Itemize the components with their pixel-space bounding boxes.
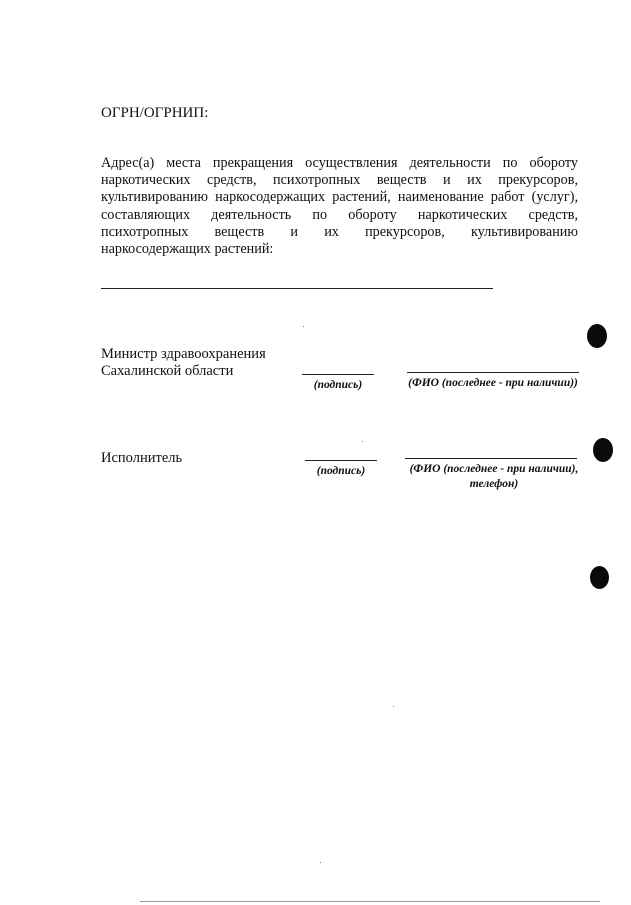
punch-hole-mark xyxy=(593,438,613,462)
scan-bottom-edge xyxy=(140,901,600,902)
minister-signature-caption: (подпись) xyxy=(313,379,363,391)
minister-name-line xyxy=(407,372,579,373)
address-fill-line xyxy=(101,288,493,289)
executor-name-caption-line1: (ФИО (последнее - при наличии), xyxy=(409,463,579,475)
minister-title-line2: Сахалинской области xyxy=(101,363,234,379)
scan-speck xyxy=(303,326,304,327)
executor-label: Исполнитель xyxy=(101,450,183,466)
executor-signature-caption: (подпись) xyxy=(316,465,366,477)
minister-name-caption: (ФИО (последнее - при наличии)) xyxy=(408,377,578,389)
ogrn-label: ОГРН/ОГРНИП: xyxy=(101,105,209,121)
punch-hole-mark xyxy=(590,566,609,589)
scan-speck xyxy=(320,862,321,863)
executor-signature-line xyxy=(305,460,377,461)
minister-signature-line xyxy=(302,374,374,375)
scan-speck xyxy=(362,441,363,442)
scan-speck xyxy=(393,706,394,707)
executor-name-caption-line2: телефон) xyxy=(469,478,519,490)
punch-hole-mark xyxy=(587,324,607,348)
executor-name-line xyxy=(405,458,577,459)
address-paragraph: Адрес(а) места прекращения осуществления деятельности по обороту наркотических средств, психотропных веществ и их прекурсоров, культивированию наркосодержащих растений, наименование работ (услуг), составляющих деятельность по обороту наркотических средств, психотропных веществ и их прекурсоров, культивированию наркосодержащих растений: xyxy=(101,155,578,258)
minister-title-line1: Министр здравоохранения xyxy=(101,346,266,362)
